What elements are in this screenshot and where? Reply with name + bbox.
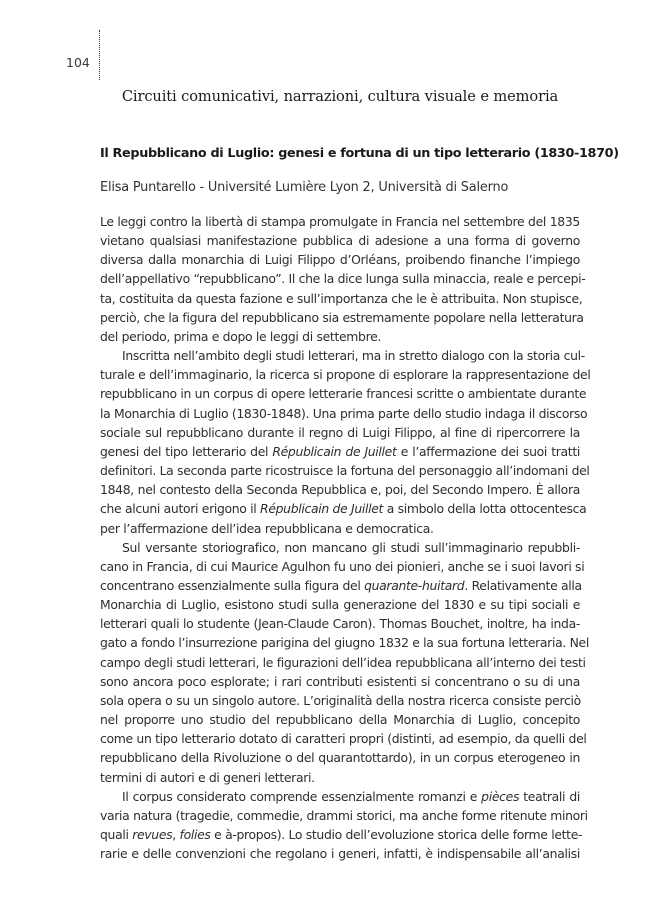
text-line: sola opera o su un singolo autore. L’originalità della nostra ricerca consiste perciò bbox=[100, 692, 581, 708]
paragraph bbox=[100, 787, 588, 864]
text-line: vietano qualsiasi manifestazione pubblica di adesione a una forma di governo bbox=[100, 233, 580, 249]
running-head: Circuiti comunicativi, narrazioni, cultura visuale e memoria bbox=[121, 88, 559, 105]
text-line: letterari quali lo studente (Jean-Claude Caron). Thomas Bouchet, inoltre, ha inda- bbox=[100, 616, 580, 632]
text-line: Inscritta nell’ambito degli studi letterari, ma in stretto dialogo con la storia cul- bbox=[122, 348, 585, 364]
text-line: la Monarchia di Luglio (1830-1848). Una prima parte dello studio indaga il discorso bbox=[100, 405, 588, 421]
text-line: sono ancora poco esplorate; i rari contributi esistenti si concentrano o su di una bbox=[100, 673, 580, 689]
text-line: perciò, che la figura del repubblicano sia estremamente popolare nella letteratura bbox=[100, 309, 584, 325]
text-line: rarie e delle convenzioni che regolano i generi, infatti, è indispensabile all’analisi bbox=[100, 846, 580, 862]
text-line: termini di autori e di generi letterari. bbox=[100, 769, 315, 785]
text-line: definitori. La seconda parte ricostruisce la fortuna del personaggio all’indomani del bbox=[100, 463, 590, 479]
text-line: come un tipo letterario dotato di caratteri propri (distinti, ad esempio, da quelli del bbox=[100, 731, 587, 747]
article-title: Il Repubblicano di Luglio: genesi e fortuna di un tipo letterario (1830-1870) bbox=[100, 146, 619, 161]
text-line: 1848, nel contesto della Seconda Repubblica e, poi, del Secondo Impero. È allora bbox=[100, 482, 580, 498]
text-line: Le leggi contro la libertà di stampa promulgate in Francia nel settembre del 1835 bbox=[100, 214, 580, 229]
header-divider bbox=[99, 30, 100, 80]
paragraph bbox=[100, 538, 589, 787]
text-line: varia natura (tragedie, commedie, drammi storici, ma anche forme ritenute minori bbox=[100, 807, 588, 823]
text-line: concentrano essenzialmente sulla figura del quarante-huitard. Relativamente alla bbox=[100, 577, 582, 593]
author-affiliation: Elisa Puntarello - Université Lumière Lyon 2, Università di Salerno bbox=[100, 180, 509, 195]
text-line: Monarchia di Luglio, esistono studi sulla generazione del 1830 e su tipi sociali e bbox=[100, 597, 580, 613]
text-line: per l’affermazione dell’idea repubblicana e democratica. bbox=[100, 520, 434, 536]
text-line: diversa dalla monarchia di Luigi Filippo d’Orléans, proibendo finanche l’impiego bbox=[100, 252, 580, 268]
text-line: genesi del tipo letterario del Républicain de Juillet e l’affermazione dei suoi tratti bbox=[100, 443, 580, 459]
text-line: nel proporre uno studio del repubblicano della Monarchia di Luglio, concepito bbox=[100, 712, 580, 728]
page-number: 104 bbox=[66, 55, 90, 70]
text-line: campo degli studi letterari, le figurazioni dell’idea repubblicana all’interno dei testi bbox=[100, 654, 586, 670]
text-line: ta, costituita da questa fazione e sull’importanza che le è attribuita. Non stupisce, bbox=[100, 290, 583, 306]
text-line: del periodo, prima e dopo le leggi di settembre. bbox=[100, 328, 381, 344]
paragraph bbox=[100, 212, 586, 346]
text-line: cano in Francia, di cui Maurice Agulhon fu uno dei pionieri, anche se i suoi lavori si bbox=[100, 558, 585, 574]
text-line: dell’appellativo “repubblicano”. Il che la dice lunga sulla minaccia, reale e percepi- bbox=[100, 271, 586, 287]
text-line: quali revues, folies e à-propos). Lo studio dell’evoluzione storica delle forme lette- bbox=[100, 827, 583, 842]
text-line: gato a fondo l’insurrezione parigina del giugno 1832 e la sua fortuna letteraria. Nel bbox=[100, 635, 589, 651]
text-line: Il corpus considerato comprende essenzialmente romanzi e pièces teatrali di bbox=[122, 788, 580, 804]
article-body bbox=[100, 212, 591, 863]
text-line: che alcuni autori erigono il Républicain de Juillet a simbolo della lotta ottocentesca bbox=[100, 501, 587, 517]
text-line: turale e dell’immaginario, la ricerca si propone di esplorare la rappresentazione del bbox=[100, 367, 591, 383]
text-line: repubblicano della Rivoluzione o del quarantottardo), in un corpus eterogeneo in bbox=[100, 750, 580, 766]
text-line: Sul versante storiografico, non mancano gli studi sull’immaginario repubbli- bbox=[122, 539, 580, 555]
paragraph bbox=[100, 346, 591, 538]
text-line: repubblicano in un corpus di opere letterarie francesi scritte o ambientate durante bbox=[100, 386, 587, 402]
text-line: sociale sul repubblicano durante il regno di Luigi Filippo, al fine di ripercorrere la bbox=[100, 424, 580, 440]
